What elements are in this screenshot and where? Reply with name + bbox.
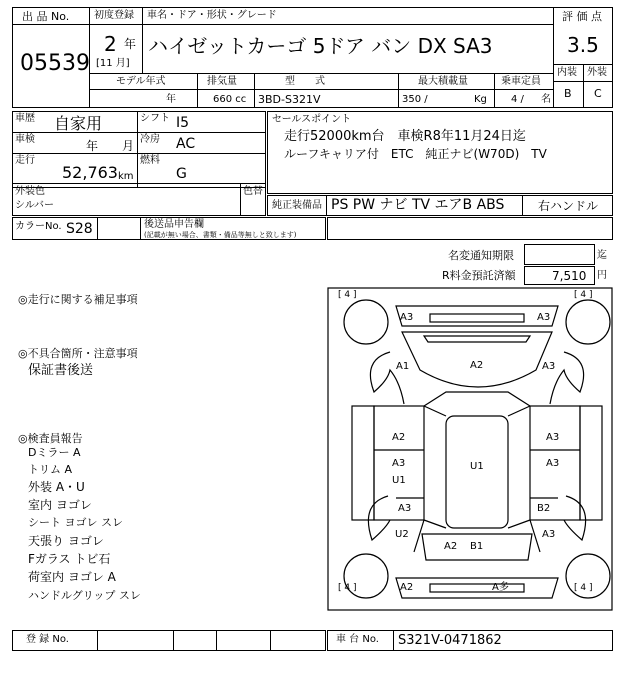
first-registration-label: 初度登録 — [94, 10, 134, 21]
recycle-unit: 円 — [597, 270, 607, 281]
inspector-line: トリム A — [28, 463, 73, 476]
tire-tread-rear-right: [ 4 ] — [574, 583, 593, 593]
defect-notes-title: ◎不具合箇所・注意事項 — [18, 347, 138, 360]
inspector-line: 天張り ヨゴレ — [28, 534, 104, 548]
inspector-report-title: ◎検査員報告 — [18, 432, 83, 445]
damage-right-front-door: A3 — [546, 432, 560, 443]
exterior-value: C — [594, 87, 602, 100]
ac-value: AC — [176, 136, 196, 152]
mileage-unit: km — [118, 171, 134, 182]
inspection-month: 月 — [122, 139, 135, 153]
shift-value: I5 — [176, 115, 190, 131]
color-number-value: S28 — [66, 221, 93, 237]
lot-number-label: 出 品 No. — [22, 10, 70, 23]
model-year-label: モデル年式 — [116, 76, 166, 87]
model-year-unit: 年 — [166, 94, 176, 105]
tire-tread-rear-left: [ 4 ] — [338, 583, 357, 593]
recycle-label: R料金預託済額 — [442, 269, 516, 282]
damage-front-bumper-right: A3 — [537, 312, 551, 323]
damage-left-slide-door-2: U1 — [392, 475, 406, 486]
damage-left-rear-quarter: A3 — [398, 503, 412, 514]
damage-back-door-a: A2 — [444, 541, 458, 552]
inspector-line: ハンドルグリップ スレ — [28, 589, 141, 602]
capacity-unit: 名 — [541, 94, 551, 105]
tire-tread-front-right: [ 4 ] — [574, 290, 593, 300]
damage-right-slide-door: A3 — [546, 458, 560, 469]
sales-point-label: セールスポイント — [272, 114, 352, 125]
damage-front-bumper-left: A3 — [400, 312, 414, 323]
ac-label: 冷房 — [140, 134, 160, 145]
mileage-value: 52,763 — [62, 163, 118, 182]
displacement-label: 排気量 — [207, 76, 237, 87]
exterior-label: 外装 — [587, 67, 607, 78]
inspection-label: 車検 — [15, 134, 35, 145]
documents-note: (記載が無い場合、書類・備品等無しと致します) — [144, 231, 297, 239]
repaint-label: 色替 — [243, 186, 263, 197]
damage-left-fender: A1 — [396, 361, 410, 372]
damage-left-rear-lower: U2 — [395, 529, 409, 540]
grade-value: 3.5 — [567, 33, 599, 57]
fuel-label: 燃料 — [140, 155, 160, 166]
equipment-label: 純正装備品 — [272, 200, 322, 211]
mileage-label: 走行 — [15, 155, 35, 166]
displacement-value: 660 cc — [213, 94, 247, 105]
exterior-color-label: 外装色 — [15, 186, 45, 197]
exterior-color-value: シルバー — [15, 200, 55, 211]
interior-value: B — [564, 87, 572, 100]
tire-tread-front-left: [ 4 ] — [338, 290, 357, 300]
max-load-unit: Kg — [474, 94, 487, 105]
history-label: 車歴 — [15, 113, 35, 124]
damage-hood: A2 — [470, 360, 484, 371]
fuel-value: G — [176, 166, 187, 182]
defect-notes-text: 保証書後送 — [28, 363, 94, 378]
model-type-value: 3BD-S321V — [258, 93, 321, 106]
damage-left-slide-door: A3 — [392, 458, 406, 469]
damage-back-door-b: B1 — [470, 541, 484, 552]
damage-rear-bumper-right: A多 — [492, 582, 509, 593]
capacity-value: 4 / — [511, 94, 524, 105]
driving-notes-title: ◎走行に関する補足事項 — [18, 293, 138, 306]
sales-point-line-2: ルーフキャリア付 ETC 純正ナビ(W70D) TV — [284, 147, 547, 161]
damage-right-rear-quarter: B2 — [537, 503, 551, 514]
inspector-line: 荷室内 ヨゴレ A — [28, 570, 116, 584]
history-value: 自家用 — [54, 114, 103, 133]
damage-right-fender: A3 — [542, 361, 556, 372]
sales-point-line-1: 走行52000km台 車検R8年11月24日迄 — [284, 129, 526, 144]
year-unit: 年 — [124, 37, 137, 51]
inspector-line: シート ヨゴレ スレ — [28, 516, 123, 529]
model-type-label: 型 式 — [285, 76, 325, 87]
inspector-line: Fガラス トビ石 — [28, 552, 111, 566]
max-load-value: 350 / — [402, 94, 428, 105]
capacity-label: 乗車定員 — [501, 76, 541, 87]
inspector-line: 外装 A・U — [28, 480, 85, 494]
registration-number-label: 登 録 No. — [26, 634, 69, 645]
vehicle-name-label: 車名・ドア・形状・グレード — [147, 10, 277, 21]
damage-right-rear-lower: A3 — [542, 529, 556, 540]
first-registration-month: [11 月] — [96, 58, 130, 69]
vehicle-name: ハイゼットカーゴ 5ドア バン DX SA3 — [148, 34, 493, 58]
damage-roof: U1 — [470, 461, 484, 472]
name-change-unit: 迄 — [597, 250, 607, 261]
inspector-line: Dミラー A — [28, 446, 81, 459]
color-number-label: カラーNo. — [15, 221, 62, 232]
first-registration-year: 2 — [104, 32, 117, 56]
shift-label: シフト — [140, 113, 170, 124]
recycle-value: 7,510 — [552, 269, 587, 283]
interior-label: 内装 — [557, 67, 577, 78]
damage-rear-bumper-left: A2 — [400, 582, 414, 593]
lot-number: 05539 — [20, 51, 90, 76]
grade-label: 評 価 点 — [562, 10, 602, 23]
name-change-label: 名変通知期限 — [448, 249, 514, 262]
documents-label: 後送品申告欄 — [144, 219, 204, 230]
inspector-line: 室内 ヨゴレ — [28, 498, 92, 512]
chassis-number-value: S321V-0471862 — [398, 633, 502, 648]
steering-value: 右ハンドル — [538, 199, 599, 213]
max-load-label: 最大積載量 — [418, 76, 468, 87]
chassis-number-label: 車 台 No. — [336, 634, 379, 645]
damage-left-front-door: A2 — [392, 432, 406, 443]
inspection-year: 年 — [86, 139, 99, 153]
equipment-value: PS PW ナビ TV エアB ABS — [331, 197, 505, 213]
